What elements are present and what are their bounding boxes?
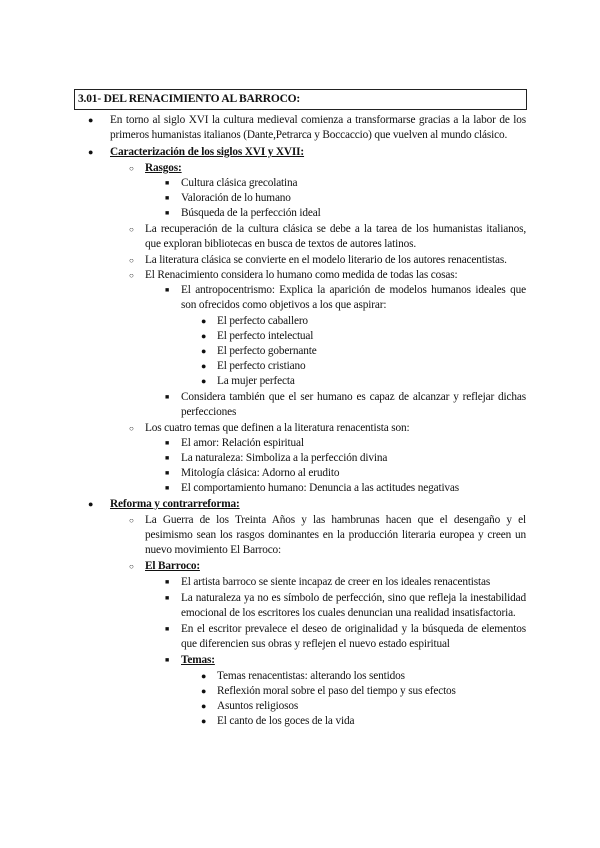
- intro-line-1: En torno al siglo XVI la cultura medieval comienza a transformarse gracias a la labor de los: [110, 114, 526, 126]
- tema-barroco-item: El canto de los goces de la vida: [217, 715, 355, 727]
- recuperacion-line-2: que exploran bibliotecas en busca de textos de autores latinos.: [145, 238, 417, 250]
- bullet-disc: ●: [201, 316, 207, 326]
- intro-line-2: primeros humanistas italianos (Dante,Petrarca y Boccaccio) que vuelven al mundo clásico.: [110, 129, 508, 141]
- section-title: 3.01- DEL RENACIMIENTO AL BARROCO:: [74, 89, 527, 110]
- guerra-line-3: nuevo movimiento El Barroco:: [145, 544, 282, 556]
- barroco-item: El artista barroco se siente incapaz de creer en los ideales renacentistas: [181, 576, 491, 588]
- bullet-disc: ●: [201, 686, 207, 696]
- bullet-disc: ●: [201, 346, 207, 356]
- barroco-label: El Barroco:: [145, 560, 200, 572]
- bullet-square: ■: [165, 454, 170, 462]
- modelo-item: El perfecto caballero: [217, 315, 308, 327]
- tema-barroco-item: Reflexión moral sobre el paso del tiempo y sus efectos: [217, 685, 456, 697]
- recuperacion-line-1: La recuperación de la cultura clásica se debe a la tarea de los humanistas italianos,: [145, 223, 526, 235]
- literatura-text: La literatura clásica se convierte en el modelo literario de los autores renacentistas.: [145, 254, 507, 266]
- bullet-disc: ●: [201, 376, 207, 386]
- modelo-item: El perfecto gobernante: [217, 345, 317, 357]
- bullet-square: ■: [165, 179, 170, 187]
- tema-item: El comportamiento humano: Denuncia a las actitudes negativas: [181, 482, 460, 494]
- rasgo-item: Valoración de lo humano: [181, 192, 291, 204]
- tema-item: La naturaleza: Simboliza a la perfección divina: [181, 452, 388, 464]
- bullet-square: ■: [165, 209, 170, 217]
- naturaleza-line-1: La naturaleza ya no es símbolo de perfección, sino que refleja la inestabilidad: [181, 592, 526, 604]
- considera-line-2: perfecciones: [181, 406, 237, 418]
- bullet-square: ■: [165, 393, 170, 401]
- bullet-square: ■: [165, 439, 170, 447]
- bullet-circle: ○: [129, 424, 134, 433]
- modelo-item: La mujer perfecta: [217, 375, 295, 387]
- bullet-square: ■: [165, 578, 170, 586]
- caracterizacion-heading: Caracterización de los siglos XVI y XVII:: [110, 146, 305, 158]
- bullet-disc: ●: [201, 716, 207, 726]
- escritor-line-2: que diferencien sus obras y reflejen el nuevo estado espiritual: [181, 638, 450, 650]
- considera-line-1: Considera también que el ser humano es capaz de alcanzar y reflejar dichas: [181, 391, 526, 403]
- antropocentrismo-line-2: son ofrecidos como objetivos a los que aspirar:: [181, 299, 387, 311]
- bullet-square: ■: [165, 194, 170, 202]
- bullet-square: ■: [165, 625, 170, 633]
- guerra-line-1: La Guerra de los Treinta Años y las hambrunas hacen que el desengaño y el: [145, 514, 526, 526]
- modelo-item: El perfecto cristiano: [217, 360, 306, 372]
- temas-barroco-label: Temas:: [181, 654, 215, 666]
- bullet-disc: ●: [88, 147, 94, 157]
- bullet-square: ■: [165, 469, 170, 477]
- reforma-heading: Reforma y contrarreforma:: [110, 498, 240, 510]
- bullet-circle: ○: [129, 256, 134, 265]
- bullet-square: ■: [165, 286, 170, 294]
- bullet-circle: ○: [129, 516, 134, 525]
- bullet-circle: ○: [129, 225, 134, 234]
- rasgo-item: Cultura clásica grecolatina: [181, 177, 298, 189]
- bullet-disc: ●: [88, 499, 94, 509]
- tema-item: El amor: Relación espiritual: [181, 437, 304, 449]
- bullet-disc: ●: [88, 115, 94, 125]
- bullet-circle: ○: [129, 164, 134, 173]
- temas-renacentistas-text: Los cuatro temas que definen a la literatura renacentista son:: [145, 422, 410, 434]
- modelo-item: El perfecto intelectual: [217, 330, 314, 342]
- antropocentrismo-line-1: El antropocentrismo: Explica la aparición de modelos humanos ideales que: [181, 284, 526, 296]
- bullet-square: ■: [165, 656, 170, 664]
- bullet-square: ■: [165, 594, 170, 602]
- renacimiento-text: El Renacimiento considera lo humano como medida de todas las cosas:: [145, 269, 458, 281]
- tema-barroco-item: Temas renacentistas: alterando los sentidos: [217, 670, 405, 682]
- bullet-square: ■: [165, 484, 170, 492]
- rasgos-label: Rasgos:: [145, 162, 182, 174]
- naturaleza-line-2: emocional de los escritores los cuales denuncian una realidad insatisfactoria.: [181, 607, 516, 619]
- bullet-circle: ○: [129, 562, 134, 571]
- bullet-disc: ●: [201, 331, 207, 341]
- guerra-line-2: pesimismo sean los rasgos dominantes en la producción literaria europea y creen un: [145, 529, 526, 541]
- escritor-line-1: En el escritor prevalece el deseo de originalidad y la búsqueda de elementos: [181, 623, 526, 635]
- bullet-disc: ●: [201, 701, 207, 711]
- bullet-circle: ○: [129, 271, 134, 280]
- tema-item: Mitología clásica: Adorno al erudito: [181, 467, 340, 479]
- tema-barroco-item: Asuntos religiosos: [217, 700, 299, 712]
- rasgo-item: Búsqueda de la perfección ideal: [181, 207, 321, 219]
- bullet-disc: ●: [201, 361, 207, 371]
- bullet-disc: ●: [201, 671, 207, 681]
